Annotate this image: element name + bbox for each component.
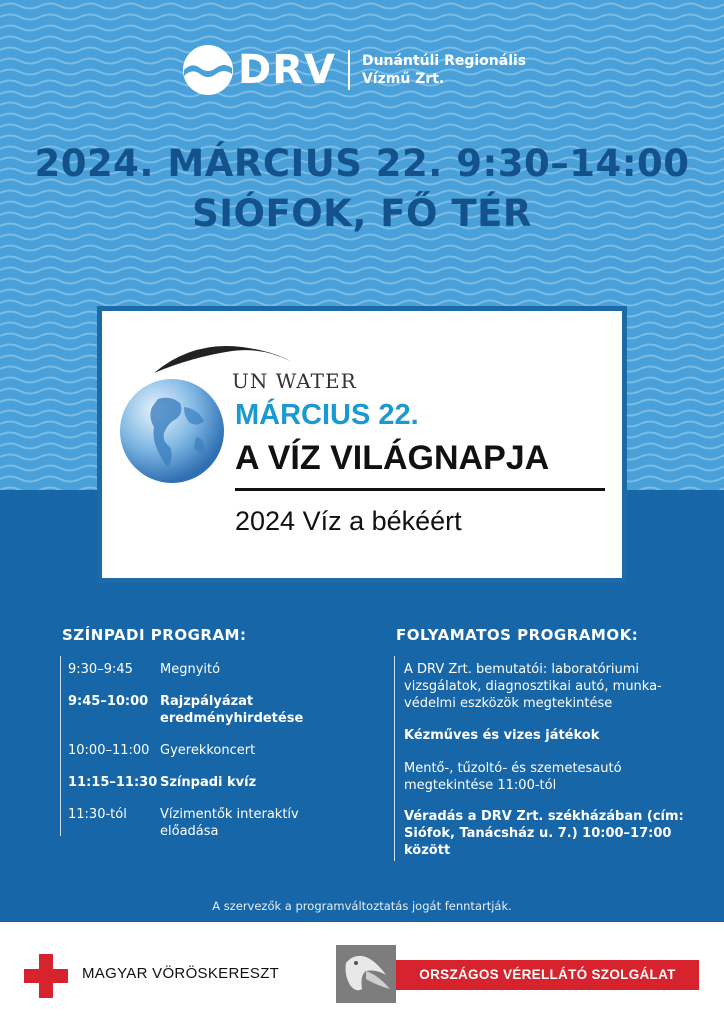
logo-subtitle-line2: Vízmű Zrt. (361, 71, 445, 87)
card-date: MÁRCIUS 22. (235, 399, 419, 431)
program-desc: Gyerekkoncert (160, 743, 256, 758)
stage-program-title: SZÍNPADI PROGRAM: (62, 626, 247, 644)
program-time: 9:45–10:00 (68, 694, 149, 709)
program-time: 10:00–11:00 (68, 743, 150, 758)
ongoing-item: Kézműves és vizes játékok (404, 728, 600, 743)
ongoing-item: A DRV Zrt. bemutatói: laboratóriumi vizsgálatok, diagnosztikai autó, munka-védelmi eszközök megtekintése (404, 662, 662, 711)
event-location: SIÓFOK, FŐ TÉR (192, 192, 532, 235)
pelican-icon (336, 945, 396, 1003)
ongoing-program-title: FOLYAMATOS PROGRAMOK: (396, 626, 639, 644)
pelican-logo (336, 945, 396, 1003)
program-desc: Vízimentők interaktív előadása (160, 807, 299, 839)
ongoing-program-rule (394, 656, 395, 861)
drv-wordmark: DRV (238, 47, 336, 93)
un-water-label: UN WATER (232, 369, 357, 393)
card-title: A VÍZ VILÁGNAPJA (235, 439, 550, 477)
blood-service-name: ORSZÁGOS VÉRELLÁTÓ SZOLGÁLAT (396, 960, 699, 990)
program-desc: Rajzpályázat eredményhirdetése (160, 694, 304, 726)
drv-logo (182, 44, 526, 96)
stage-program-rule (60, 656, 61, 836)
logo-subtitle-line1: Dunántúli Regionális (361, 53, 527, 69)
world-water-day-card (102, 311, 622, 578)
logo-divider (348, 50, 350, 90)
globe-icon (118, 377, 226, 485)
ongoing-item: Véradás a DRV Zrt. székházában (cím: Siófok, Tanácsház u. 7.) 10:00–17:00 között (404, 809, 684, 858)
program-time: 11:30-tól (68, 807, 127, 822)
red-cross-icon (24, 954, 68, 998)
drv-water-drop-icon (182, 44, 234, 96)
logo-subtitle (362, 52, 526, 88)
card-divider (235, 488, 605, 491)
program-desc: Megnyitó (160, 662, 221, 677)
footer-note: A szervezők a programváltoztatás jogát fenntartják. (212, 899, 512, 913)
red-cross-name: MAGYAR VÖRÖSKERESZT (82, 965, 280, 982)
program-time: 11:15–11:30 (68, 775, 158, 790)
program-desc: Színpadi kvíz (160, 775, 257, 790)
event-date-time: 2024. MÁRCIUS 22. 9:30–14:00 (34, 142, 690, 185)
ongoing-item: Mentő-, tűzoltó- és szemetesautó megtekintése 11:00-tól (404, 761, 622, 793)
program-time: 9:30–9:45 (68, 662, 133, 677)
card-theme: 2024 Víz a békéért (235, 506, 462, 536)
